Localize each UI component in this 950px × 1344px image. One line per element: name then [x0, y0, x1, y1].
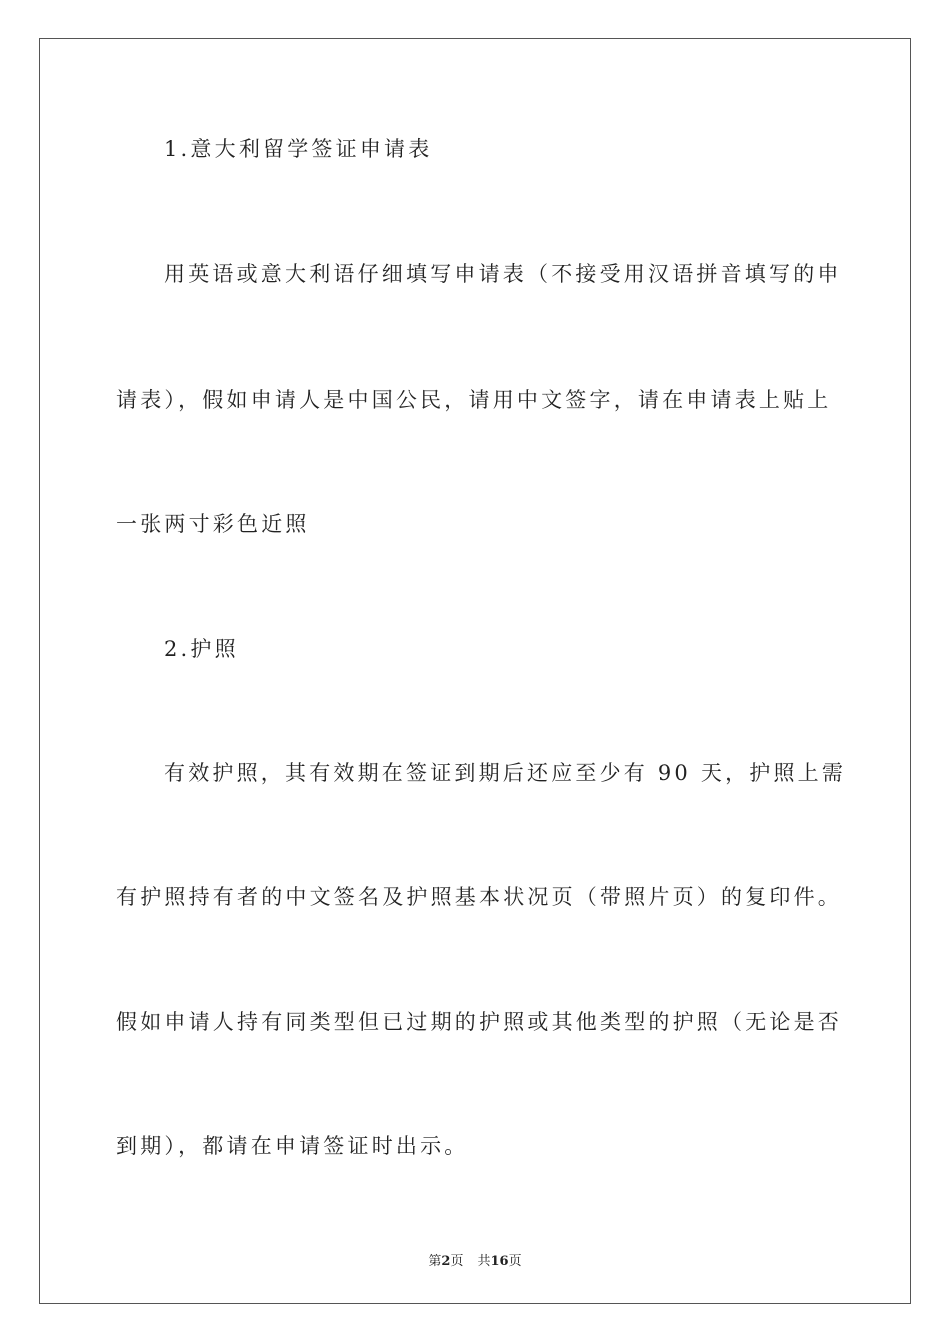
total-suffix: 页 [508, 1254, 522, 1269]
paragraph-line: 有护照持有者的中文签名及护照基本状况页（带照片页）的复印件。 [116, 885, 842, 909]
paragraph-line: 一张两寸彩色近照 [116, 512, 310, 536]
section-heading-visa-form: 1.意大利留学签证申请表 [164, 137, 433, 161]
page-number: 2 [441, 1254, 451, 1269]
section-heading-passport: 2.护照 [164, 637, 239, 661]
paragraph-line: 到期），都请在申请签证时出示。 [116, 1134, 469, 1158]
paragraph-line: 有效护照，其有效期在签证到期后还应至少有 90 天，护照上需 [164, 761, 847, 785]
page-prefix: 第 [428, 1254, 442, 1269]
paragraph-line: 假如申请人持有同类型但已过期的护照或其他类型的护照（无论是否 [116, 1010, 842, 1034]
paragraph-line: 请表），假如申请人是中国公民，请用中文签字，请在申请表上贴上 [116, 388, 832, 412]
paragraph-line: 用英语或意大利语仔细填写申请表（不接受用汉语拼音填写的申 [164, 262, 842, 286]
total-prefix: 共 [477, 1254, 491, 1269]
page-suffix: 页 [450, 1254, 464, 1269]
page-footer [0, 1250, 950, 1269]
page-border [39, 38, 911, 1304]
total-pages: 16 [490, 1254, 509, 1269]
